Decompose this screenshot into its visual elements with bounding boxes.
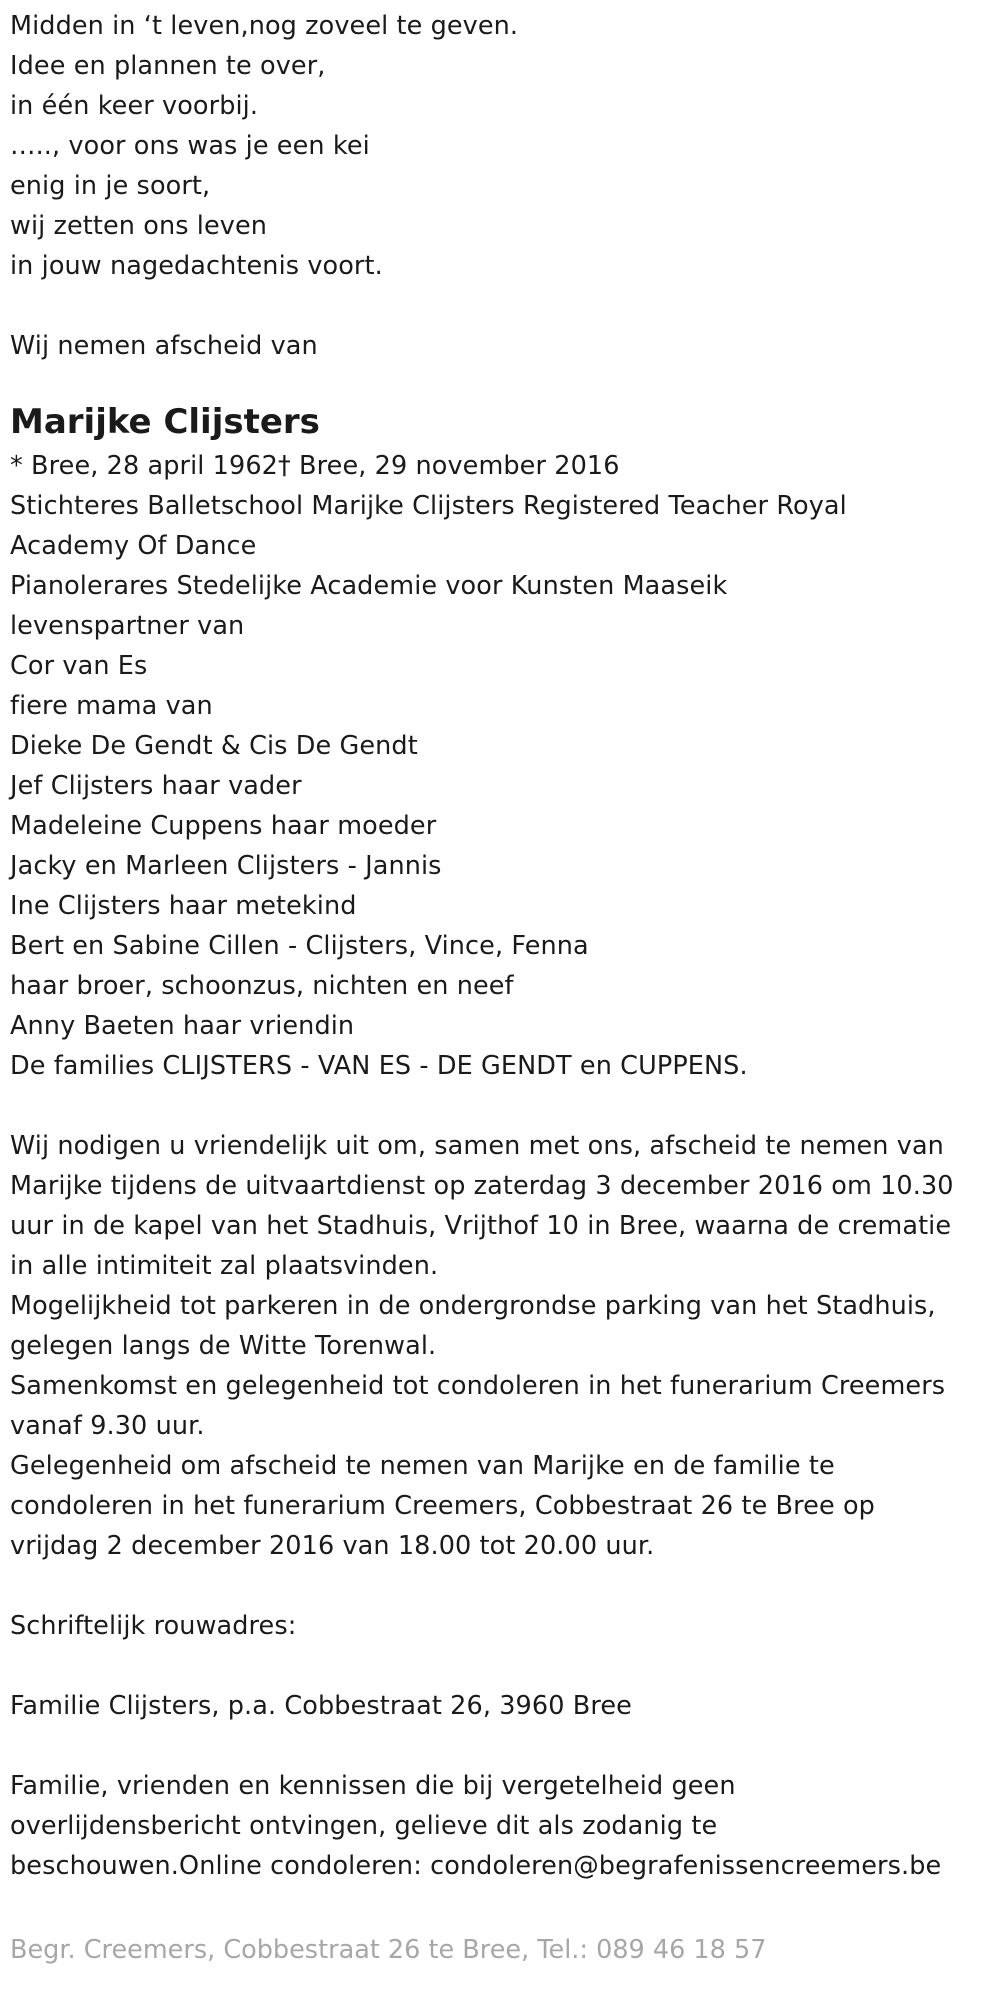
invitation-line: Mogelijkheid tot parkeren in de ondergrondse parking van het Stadhuis,	[10, 1291, 936, 1321]
mourning-address: Familie Clijsters, p.a. Cobbestraat 26, 3960 Bree	[10, 1691, 632, 1721]
invitation-line: vanaf 9.30 uur.	[10, 1411, 205, 1441]
poem	[10, 6, 995, 286]
spacer	[10, 286, 995, 326]
poem-line: Midden in ‘t leven,nog zoveel te geven.	[10, 11, 519, 41]
invitation-line: Gelegenheid om afscheid te nemen van Marijke en de familie te	[10, 1451, 835, 1481]
detail-line: * Bree, 28 april 1962† Bree, 29 november 2016	[10, 451, 620, 481]
spacer	[10, 1086, 995, 1126]
obituary-notice	[10, 6, 995, 1886]
detail-line: Cor van Es	[10, 651, 148, 681]
deceased-name: Marijke Clijsters	[10, 402, 320, 442]
detail-line: haar broer, schoonzus, nichten en neef	[10, 971, 514, 1001]
detail-line: Jef Clijsters haar vader	[10, 771, 302, 801]
detail-line: Bert en Sabine Cillen - Clijsters, Vince, Fenna	[10, 931, 589, 961]
intro-text: Wij nemen afscheid van	[10, 331, 318, 361]
poem-line: in jouw nagedachtenis voort.	[10, 251, 383, 281]
detail-line: levenspartner van	[10, 611, 245, 641]
spacer	[10, 1566, 995, 1606]
detail-line: Academy Of Dance	[10, 531, 257, 561]
detail-line: Jacky en Marleen Clijsters - Jannis	[10, 851, 442, 881]
detail-line: De families CLIJSTERS - VAN ES - DE GENDT en CUPPENS.	[10, 1051, 748, 1081]
detail-line: fiere mama van	[10, 691, 213, 721]
invitation	[10, 1126, 995, 1566]
detail-line: Ine Clijsters haar metekind	[10, 891, 357, 921]
spacer	[10, 366, 995, 398]
closing-line: Familie, vrienden en kennissen die bij vergetelheid geen	[10, 1771, 736, 1801]
invitation-line: condoleren in het funerarium Creemers, Cobbestraat 26 te Bree op	[10, 1491, 875, 1521]
detail-line: Madeleine Cuppens haar moeder	[10, 811, 437, 841]
invitation-line: Marijke tijdens de uitvaartdienst op zaterdag 3 december 2016 om 10.30	[10, 1171, 954, 1201]
closing-line: overlijdensbericht ontvingen, gelieve dit als zodanig te	[10, 1811, 718, 1841]
poem-line: in één keer voorbij.	[10, 91, 259, 121]
invitation-line: vrijdag 2 december 2016 van 18.00 tot 20.00 uur.	[10, 1531, 655, 1561]
detail-line: Pianolerares Stedelijke Academie voor Kunsten Maaseik	[10, 571, 728, 601]
poem-line: enig in je soort,	[10, 171, 211, 201]
spacer	[10, 1646, 995, 1686]
detail-line: Anny Baeten haar vriendin	[10, 1011, 355, 1041]
closing	[10, 1766, 995, 1886]
details	[10, 446, 995, 1086]
poem-line: Idee en plannen te over,	[10, 51, 326, 81]
closing-line: beschouwen.Online condoleren: condoleren@begrafenissencreemers.be	[10, 1851, 942, 1881]
funeral-home-footer: Begr. Creemers, Cobbestraat 26 te Bree, Tel.: 089 46 18 57	[10, 1935, 767, 1965]
invitation-line: uur in de kapel van het Stadhuis, Vrijthof 10 in Bree, waarna de crematie	[10, 1211, 952, 1241]
invitation-line: Samenkomst en gelegenheid tot condoleren in het funerarium Creemers	[10, 1371, 946, 1401]
poem-line: wij zetten ons leven	[10, 211, 268, 241]
poem-line: ….., voor ons was je een kei	[10, 131, 370, 161]
detail-line: Dieke De Gendt & Cis De Gendt	[10, 731, 418, 761]
spacer	[10, 1726, 995, 1766]
address-label: Schriftelijk rouwadres:	[10, 1611, 297, 1641]
detail-line: Stichteres Balletschool Marijke Clijsters Registered Teacher Royal	[10, 491, 847, 521]
invitation-line: Wij nodigen u vriendelijk uit om, samen met ons, afscheid te nemen van	[10, 1131, 944, 1161]
invitation-line: gelegen langs de Witte Torenwal.	[10, 1331, 437, 1361]
invitation-line: in alle intimiteit zal plaatsvinden.	[10, 1251, 439, 1281]
